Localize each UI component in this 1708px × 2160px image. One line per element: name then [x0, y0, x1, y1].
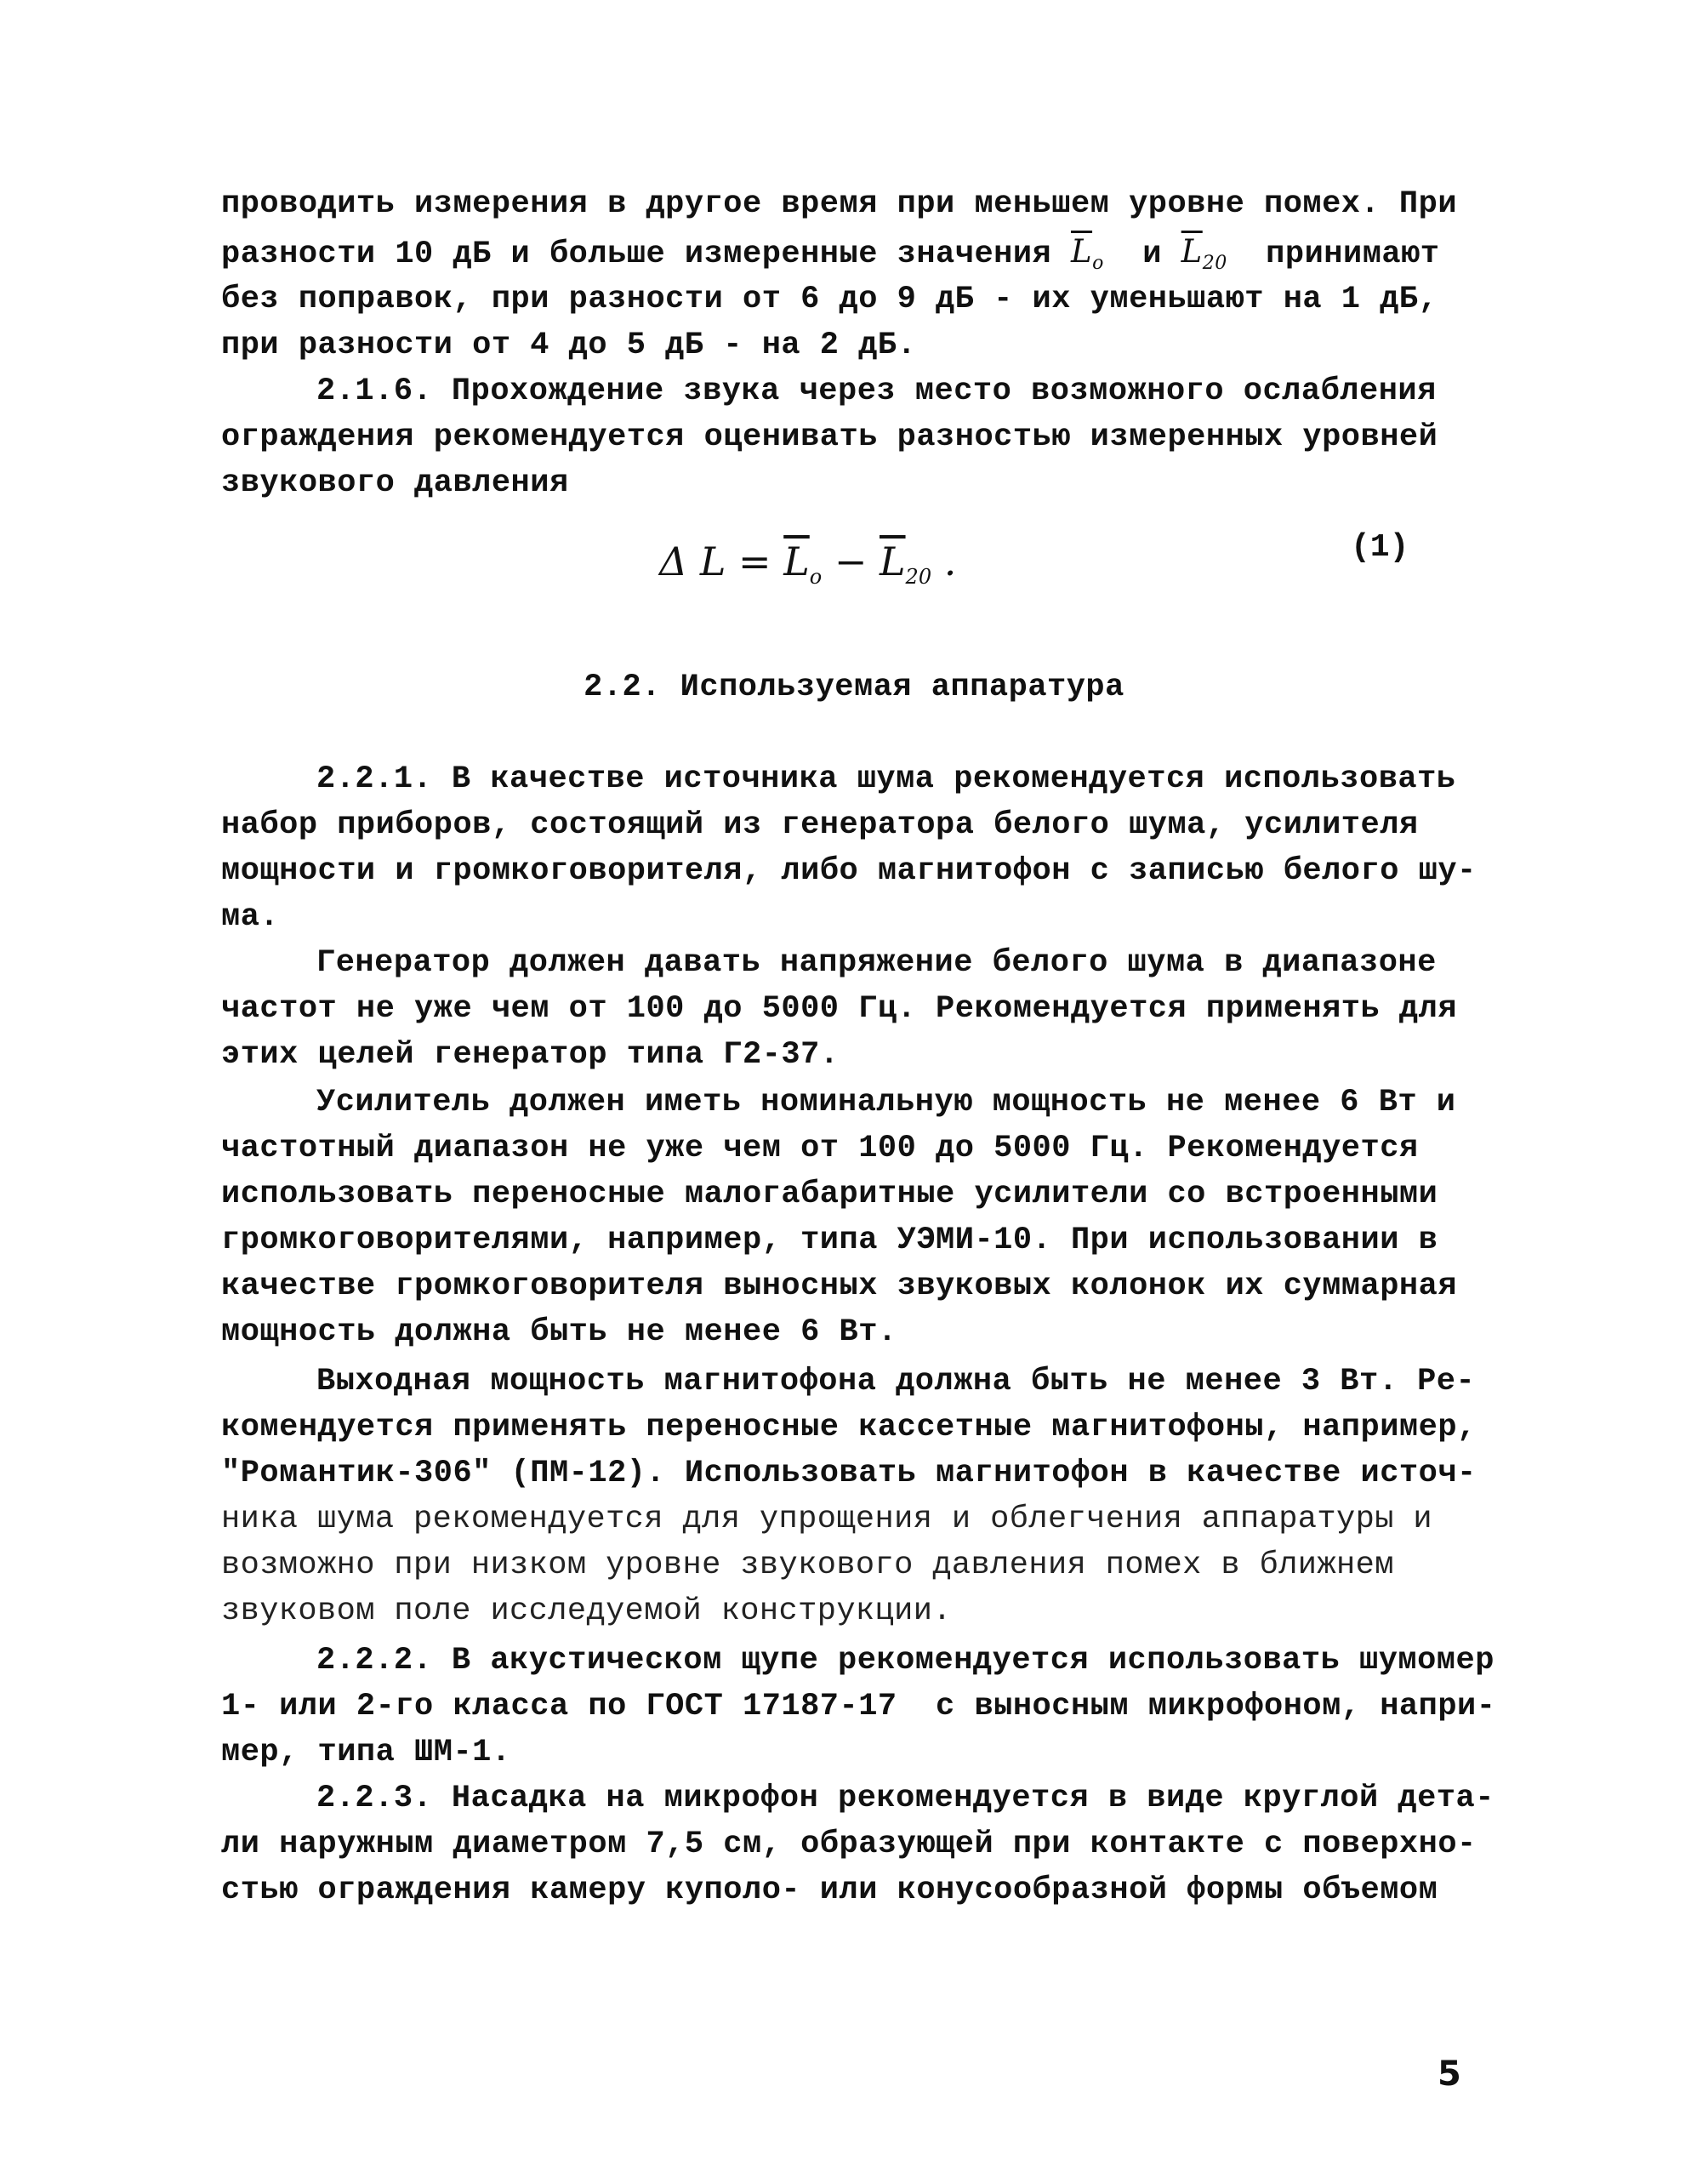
- formula: Δ $L = \overline{L}_o - \overline{L}_{20}$ .: [659, 539, 957, 589]
- text-line: ника шума рекомендуется для упрощения и облегчения аппаратуры и: [221, 1502, 1433, 1537]
- symbol-L0: $\overline{L}_o$: [1070, 233, 1104, 274]
- text-line: 2.2.2. В акустическом щупе рекомендуется использовать шумомер: [316, 1643, 1494, 1678]
- text-line: возможно при низком уровне звукового давления помех в ближнем: [221, 1547, 1394, 1583]
- text-segment: и: [1142, 237, 1162, 272]
- page-number: 5: [1438, 2055, 1461, 2094]
- text-line: 2.2.1. В качестве источника шума рекомендуется использовать: [316, 761, 1456, 797]
- text-line: без поправок, при разности от 6 до 9 дБ - их уменьшают на 1 дБ,: [221, 282, 1438, 317]
- section-heading: 2.2. Используемая аппаратура: [584, 670, 1124, 705]
- text-line: комендуется применять переносные кассетные магнитофоны, например,: [221, 1410, 1477, 1445]
- text-line: 2.2.3. Насадка на микрофон рекомендуется в виде круглой дета-: [316, 1781, 1494, 1816]
- text-line: Усилитель должен иметь номинальную мощность не менее 6 Вт и: [316, 1085, 1456, 1120]
- text-line: этих целей генератор типа Г2-37.: [221, 1037, 840, 1073]
- text-line: звуковом поле исследуемой конструкции.: [221, 1593, 952, 1629]
- text-line: Выходная мощность магнитофона должна быть не менее 3 Вт. Ре-: [316, 1364, 1476, 1399]
- text-line: громкоговорителями, например, типа УЭМИ-10. При использовании в: [221, 1222, 1438, 1258]
- text-line: 2.1.6. Прохождение звука через место возможного ослабления: [316, 373, 1437, 409]
- text-line: при разности от 4 до 5 дБ - на 2 дБ.: [221, 328, 917, 363]
- text-line: набор приборов, состоящий из генератора белого шума, усилителя: [221, 807, 1419, 843]
- text-line: частот не уже чем от 100 до 5000 Гц. Рекомендуется применять для: [221, 991, 1458, 1027]
- text-segment: разности 10 дБ и больше измеренные значения: [221, 237, 1052, 272]
- text-line: ли наружным диаметром 7,5 см, образующей при контакте с поверхно-: [221, 1827, 1477, 1862]
- text-line: мощность должна быть не менее 6 Вт.: [221, 1314, 897, 1350]
- symbol-L20: $\overline{L}_{20}$: [1181, 233, 1227, 274]
- text-line: "Романтик-306" (ПМ-12). Использовать магнитофон в качестве источ-: [221, 1456, 1477, 1491]
- text-line: стью ограждения камеру куполо- или конусообразной формы объемом: [221, 1872, 1438, 1908]
- formula-number: (1): [1351, 529, 1409, 566]
- text-line: мощности и громкоговорителя, либо магнитофон с записью белого шу-: [221, 853, 1477, 889]
- text-line: звукового давления: [221, 465, 569, 501]
- text-segment: принимают: [1266, 237, 1440, 272]
- text-line: ма.: [221, 899, 280, 935]
- text-line: ограждения рекомендуется оценивать разностью измеренных уровней: [221, 419, 1438, 455]
- text-line: Генератор должен давать напряжение белого шума в диапазоне: [316, 945, 1437, 981]
- text-line: проводить измерения в другое время при меньшем уровне помех. При: [221, 186, 1458, 222]
- text-line: 1- или 2-го класса по ГОСТ 17187-17 с выносным микрофоном, напри-: [221, 1689, 1496, 1724]
- text-line: использовать переносные малогабаритные усилители со встроенными: [221, 1177, 1438, 1212]
- text-line: мер, типа ШМ-1.: [221, 1735, 511, 1770]
- text-line: качестве громкоговорителя выносных звуковых колонок их суммарная: [221, 1268, 1458, 1304]
- text-line: частотный диапазон не уже чем от 100 до 5000 Гц. Рекомендуется: [221, 1131, 1419, 1166]
